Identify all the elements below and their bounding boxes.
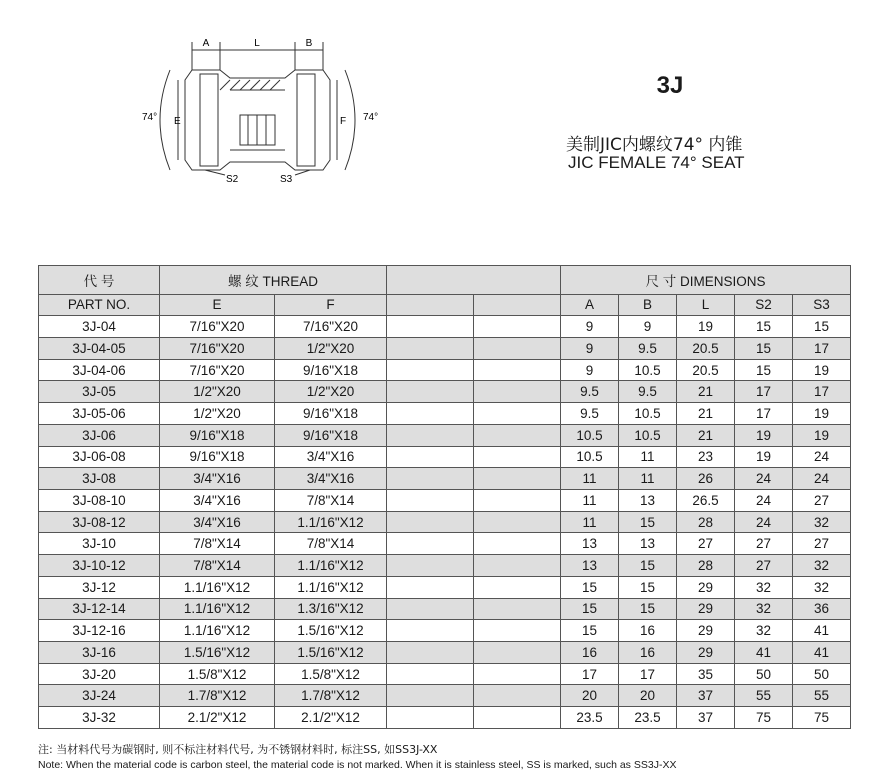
- cell-blank: [387, 533, 474, 555]
- cell-s2: 32: [735, 576, 793, 598]
- cell-blank: [474, 555, 561, 577]
- cell-blank: [387, 468, 474, 490]
- cell-l: 37: [677, 707, 735, 729]
- cell-b: 13: [619, 489, 677, 511]
- cell-f: 1.1/16"X12: [275, 555, 387, 577]
- cell-blank: [474, 337, 561, 359]
- cell-part-no: 3J-08: [39, 468, 160, 490]
- cell-e: 1.7/8"X12: [160, 685, 275, 707]
- cell-f: 3/4"X16: [275, 468, 387, 490]
- cell-f: 1.5/16"X12: [275, 620, 387, 642]
- cell-l: 26.5: [677, 489, 735, 511]
- cell-blank: [474, 707, 561, 729]
- cell-b: 15: [619, 511, 677, 533]
- cell-blank: [387, 598, 474, 620]
- cell-e: 1.1/16"X12: [160, 620, 275, 642]
- cell-b: 13: [619, 533, 677, 555]
- cell-blank: [387, 707, 474, 729]
- cell-f: 7/16"X20: [275, 316, 387, 338]
- cell-e: 7/16"X20: [160, 337, 275, 359]
- cell-blank: [474, 685, 561, 707]
- cell-s3: 24: [793, 446, 851, 468]
- cell-part-no: 3J-12-14: [39, 598, 160, 620]
- note-chinese: 注: 当材料代号为碳钢时, 则不标注材料代号, 为不锈钢材料时, 标注SS, 如SS3J-XX: [38, 743, 438, 756]
- cell-part-no: 3J-32: [39, 707, 160, 729]
- header-blank: [387, 266, 561, 295]
- cell-s3: 19: [793, 403, 851, 425]
- header-part-no: PART NO.: [39, 294, 160, 316]
- cell-blank: [387, 489, 474, 511]
- cell-f: 1.5/8"X12: [275, 663, 387, 685]
- cell-a: 11: [561, 468, 619, 490]
- cell-part-no: 3J-04-06: [39, 359, 160, 381]
- cell-s3: 32: [793, 576, 851, 598]
- header-col-l: L: [677, 294, 735, 316]
- cell-blank: [474, 424, 561, 446]
- cell-blank: [474, 489, 561, 511]
- cell-s2: 17: [735, 381, 793, 403]
- cell-s3: 17: [793, 381, 851, 403]
- cell-a: 13: [561, 533, 619, 555]
- table-row: [39, 489, 851, 511]
- cell-blank: [387, 555, 474, 577]
- cell-blank: [474, 598, 561, 620]
- cell-blank: [474, 576, 561, 598]
- label-s3: S3: [280, 174, 293, 185]
- angle-right-label: 74°: [363, 112, 379, 123]
- table-row: [39, 424, 851, 446]
- cell-blank: [387, 337, 474, 359]
- cell-f: 1/2"X20: [275, 381, 387, 403]
- cell-a: 9.5: [561, 403, 619, 425]
- cell-blank: [387, 620, 474, 642]
- cell-e: 2.1/2"X12: [160, 707, 275, 729]
- cell-a: 23.5: [561, 707, 619, 729]
- cell-e: 7/8"X14: [160, 533, 275, 555]
- cell-part-no: 3J-12-16: [39, 620, 160, 642]
- cell-l: 28: [677, 555, 735, 577]
- table-row: [39, 663, 851, 685]
- cell-a: 13: [561, 555, 619, 577]
- cell-a: 9: [561, 337, 619, 359]
- subtitle-english: JIC FEMALE 74° SEAT: [568, 153, 745, 172]
- cell-blank: [474, 533, 561, 555]
- cell-l: 28: [677, 511, 735, 533]
- header-col-e: E: [160, 294, 275, 316]
- cell-s3: 19: [793, 359, 851, 381]
- cell-a: 9: [561, 359, 619, 381]
- cell-a: 9.5: [561, 381, 619, 403]
- cell-b: 9: [619, 316, 677, 338]
- cell-s3: 50: [793, 663, 851, 685]
- table-row: [39, 316, 851, 338]
- cell-a: 15: [561, 620, 619, 642]
- cell-s2: 24: [735, 511, 793, 533]
- cell-e: 9/16"X18: [160, 446, 275, 468]
- cell-s3: 27: [793, 533, 851, 555]
- cell-e: 1.5/8"X12: [160, 663, 275, 685]
- header-dimensions: 尺 寸 DIMENSIONS: [561, 266, 851, 295]
- header-code-cn: 代 号: [39, 266, 160, 295]
- table-row: [39, 468, 851, 490]
- cell-s2: 19: [735, 446, 793, 468]
- cell-b: 20: [619, 685, 677, 707]
- cell-blank: [474, 403, 561, 425]
- label-s2: S2: [226, 174, 239, 185]
- cell-blank: [387, 316, 474, 338]
- cell-blank: [387, 403, 474, 425]
- cell-part-no: 3J-20: [39, 663, 160, 685]
- header-thread: 螺 纹 THREAD: [160, 266, 387, 295]
- cell-l: 29: [677, 620, 735, 642]
- fitting-drawing: [130, 30, 400, 190]
- table-row: [39, 685, 851, 707]
- header-col-b: B: [619, 294, 677, 316]
- cell-b: 10.5: [619, 359, 677, 381]
- cell-part-no: 3J-06-08: [39, 446, 160, 468]
- cell-blank: [387, 511, 474, 533]
- page-title: 3J: [656, 72, 684, 99]
- cell-f: 1.1/16"X12: [275, 511, 387, 533]
- table-row: [39, 598, 851, 620]
- cell-b: 16: [619, 620, 677, 642]
- cell-l: 23: [677, 446, 735, 468]
- cell-blank: [474, 468, 561, 490]
- label-f: F: [340, 116, 347, 127]
- cell-a: 20: [561, 685, 619, 707]
- cell-blank: [387, 424, 474, 446]
- cell-e: 9/16"X18: [160, 424, 275, 446]
- cell-e: 3/4"X16: [160, 468, 275, 490]
- cell-f: 1.5/16"X12: [275, 642, 387, 664]
- cell-b: 9.5: [619, 381, 677, 403]
- cell-l: 27: [677, 533, 735, 555]
- header-col-s3: S3: [793, 294, 851, 316]
- cell-e: 1/2"X20: [160, 403, 275, 425]
- cell-b: 15: [619, 598, 677, 620]
- cell-b: 11: [619, 468, 677, 490]
- cell-blank: [387, 685, 474, 707]
- cell-b: 16: [619, 642, 677, 664]
- table-row: [39, 576, 851, 598]
- cell-s2: 19: [735, 424, 793, 446]
- cell-a: 10.5: [561, 446, 619, 468]
- cell-s3: 32: [793, 511, 851, 533]
- cell-a: 10.5: [561, 424, 619, 446]
- cell-a: 11: [561, 511, 619, 533]
- cell-blank: [387, 359, 474, 381]
- cell-part-no: 3J-08-10: [39, 489, 160, 511]
- cell-b: 15: [619, 555, 677, 577]
- table-row: [39, 533, 851, 555]
- header-col-s2: S2: [735, 294, 793, 316]
- cell-blank: [474, 446, 561, 468]
- cell-s3: 55: [793, 685, 851, 707]
- cell-b: 23.5: [619, 707, 677, 729]
- cell-part-no: 3J-08-12: [39, 511, 160, 533]
- cell-f: 9/16"X18: [275, 424, 387, 446]
- cell-s3: 27: [793, 489, 851, 511]
- cell-l: 29: [677, 576, 735, 598]
- cell-blank: [387, 381, 474, 403]
- cell-s2: 32: [735, 598, 793, 620]
- cell-l: 35: [677, 663, 735, 685]
- label-e: E: [174, 116, 181, 127]
- cell-blank: [387, 576, 474, 598]
- cell-a: 15: [561, 576, 619, 598]
- table-row: [39, 620, 851, 642]
- cell-f: 1.7/8"X12: [275, 685, 387, 707]
- cell-blank: [474, 316, 561, 338]
- cell-f: 1/2"X20: [275, 337, 387, 359]
- dim-l-label: L: [254, 38, 260, 49]
- cell-s2: 32: [735, 620, 793, 642]
- note-english: Note: When the material code is carbon steel, the material code is not marked. When it is stainless steel, SS is marked, such as SS3J-XX: [38, 759, 677, 771]
- cell-s2: 50: [735, 663, 793, 685]
- cell-s3: 24: [793, 468, 851, 490]
- cell-e: 1.1/16"X12: [160, 598, 275, 620]
- cell-s2: 15: [735, 337, 793, 359]
- cell-s3: 41: [793, 642, 851, 664]
- cell-l: 21: [677, 381, 735, 403]
- cell-l: 29: [677, 642, 735, 664]
- cell-s3: 41: [793, 620, 851, 642]
- cell-l: 20.5: [677, 359, 735, 381]
- cell-part-no: 3J-06: [39, 424, 160, 446]
- cell-l: 21: [677, 403, 735, 425]
- cell-f: 9/16"X18: [275, 359, 387, 381]
- table-row: [39, 446, 851, 468]
- cell-s2: 24: [735, 468, 793, 490]
- cell-b: 10.5: [619, 424, 677, 446]
- cell-f: 2.1/2"X12: [275, 707, 387, 729]
- cell-s2: 75: [735, 707, 793, 729]
- table-row: [39, 381, 851, 403]
- cell-part-no: 3J-04: [39, 316, 160, 338]
- cell-s2: 15: [735, 359, 793, 381]
- cell-f: 1.3/16"X12: [275, 598, 387, 620]
- table-row: [39, 642, 851, 664]
- cell-s3: 75: [793, 707, 851, 729]
- cell-blank: [387, 642, 474, 664]
- cell-s2: 41: [735, 642, 793, 664]
- cell-s2: 27: [735, 533, 793, 555]
- cell-s2: 27: [735, 555, 793, 577]
- cell-l: 37: [677, 685, 735, 707]
- cell-l: 19: [677, 316, 735, 338]
- cell-s3: 19: [793, 424, 851, 446]
- cell-f: 1.1/16"X12: [275, 576, 387, 598]
- header-col-f: F: [275, 294, 387, 316]
- cell-e: 1/2"X20: [160, 381, 275, 403]
- cell-s3: 32: [793, 555, 851, 577]
- cell-part-no: 3J-24: [39, 685, 160, 707]
- table-row: [39, 359, 851, 381]
- cell-part-no: 3J-10-12: [39, 555, 160, 577]
- cell-part-no: 3J-05-06: [39, 403, 160, 425]
- cell-s3: 15: [793, 316, 851, 338]
- table-row: [39, 555, 851, 577]
- cell-e: 7/16"X20: [160, 359, 275, 381]
- table-row: [39, 337, 851, 359]
- cell-s2: 24: [735, 489, 793, 511]
- cell-e: 1.5/16"X12: [160, 642, 275, 664]
- cell-s3: 17: [793, 337, 851, 359]
- cell-b: 9.5: [619, 337, 677, 359]
- cell-a: 17: [561, 663, 619, 685]
- cell-s2: 17: [735, 403, 793, 425]
- cell-l: 26: [677, 468, 735, 490]
- cell-blank: [387, 446, 474, 468]
- cell-part-no: 3J-05: [39, 381, 160, 403]
- table-row: [39, 511, 851, 533]
- cell-l: 29: [677, 598, 735, 620]
- cell-a: 9: [561, 316, 619, 338]
- cell-f: 9/16"X18: [275, 403, 387, 425]
- cell-part-no: 3J-10: [39, 533, 160, 555]
- cell-s3: 36: [793, 598, 851, 620]
- cell-e: 1.1/16"X12: [160, 576, 275, 598]
- cell-blank: [474, 663, 561, 685]
- cell-blank: [474, 381, 561, 403]
- cell-part-no: 3J-04-05: [39, 337, 160, 359]
- dim-b-label: B: [305, 38, 313, 49]
- cell-a: 11: [561, 489, 619, 511]
- cell-l: 20.5: [677, 337, 735, 359]
- cell-blank: [474, 620, 561, 642]
- cell-blank: [474, 359, 561, 381]
- cell-a: 15: [561, 598, 619, 620]
- header-col-a: A: [561, 294, 619, 316]
- cell-b: 17: [619, 663, 677, 685]
- cell-e: 3/4"X16: [160, 489, 275, 511]
- cell-e: 3/4"X16: [160, 511, 275, 533]
- cell-e: 7/16"X20: [160, 316, 275, 338]
- cell-a: 16: [561, 642, 619, 664]
- cell-f: 7/8"X14: [275, 533, 387, 555]
- cell-e: 7/8"X14: [160, 555, 275, 577]
- cell-part-no: 3J-16: [39, 642, 160, 664]
- cell-s2: 15: [735, 316, 793, 338]
- cell-blank: [387, 663, 474, 685]
- cell-b: 11: [619, 446, 677, 468]
- spec-table: [38, 265, 851, 729]
- cell-b: 15: [619, 576, 677, 598]
- cell-blank: [474, 642, 561, 664]
- cell-f: 7/8"X14: [275, 489, 387, 511]
- cell-part-no: 3J-12: [39, 576, 160, 598]
- cell-b: 10.5: [619, 403, 677, 425]
- header-blank-2: [474, 294, 561, 316]
- angle-left-label: 74°: [142, 112, 158, 123]
- dim-a-label: A: [202, 38, 210, 49]
- cell-s2: 55: [735, 685, 793, 707]
- header-blank-1: [387, 294, 474, 316]
- subtitle-chinese: 美制JIC内螺纹74° 内锥: [566, 135, 743, 155]
- cell-l: 21: [677, 424, 735, 446]
- cell-blank: [474, 511, 561, 533]
- cell-f: 3/4"X16: [275, 446, 387, 468]
- table-row: [39, 403, 851, 425]
- table-row: [39, 707, 851, 729]
